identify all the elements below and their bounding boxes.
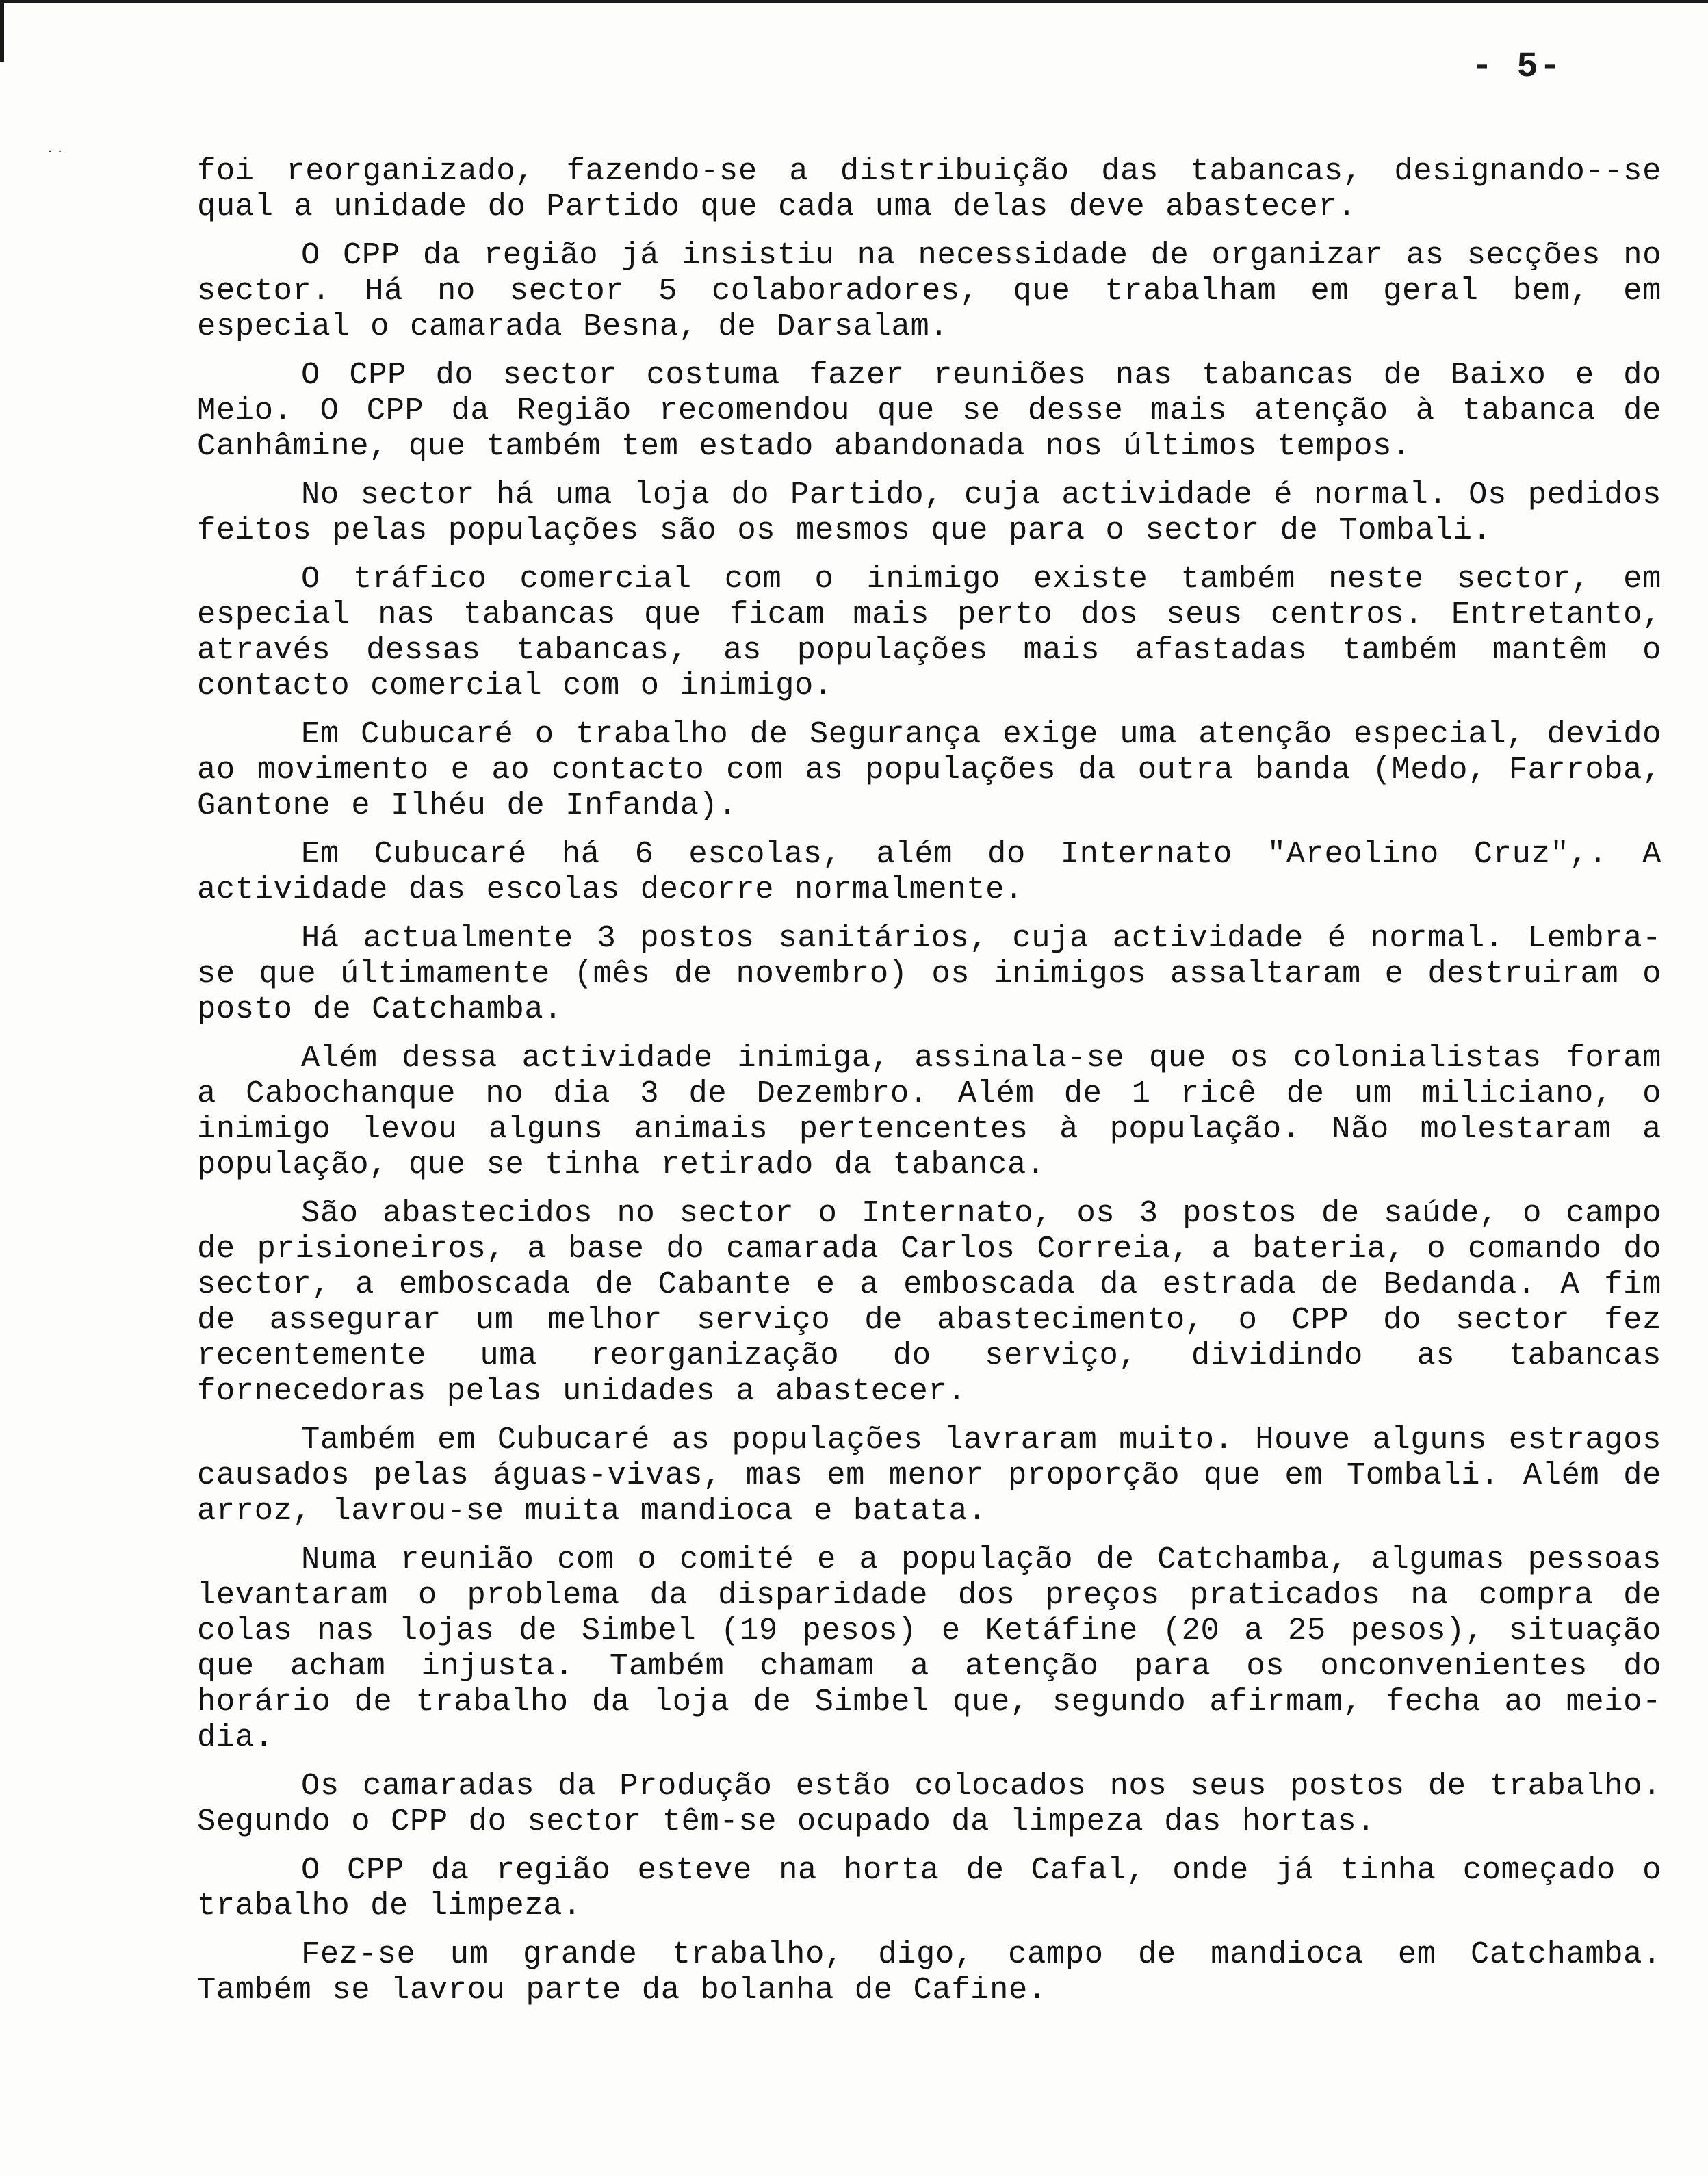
paragraph-lavoura: Também em Cubucaré as populações lavraram muito. Houve alguns estragos causados pelas águas-vivas, mas em menor proporção que em Tombali. Além de arroz, lavrou-se muita mandioca e batata. [197,1422,1661,1529]
paragraph-horta-cafal: O CPP da região esteve na horta de Cafal, onde já tinha começado o trabalho de limpeza. [197,1852,1661,1924]
paragraph-abastecimento: São abastecidos no sector o Internato, os 3 postos de saúde, o campo de prisioneiros, a base do camarada Carlos Correia, a bateria, o comando do sector, a emboscada de Cabante e a emboscada da estrada de Bedanda. A fim de assegurar um melhor serviço de abastecimento, o CPP do sector fez recentemente uma reorganização do serviço, dividindo as tabancas fornecedoras pelas unidades a abastecer. [197,1195,1661,1409]
paragraph-reorganizado: foi reorganizado, fazendo-se a distribuição das tabancas, designando--se qual a unidade do Partido que cada uma delas deve abastecer. [197,153,1661,224]
paragraph-postos-sanitarios: Há actualmente 3 postos sanitários, cuja actividade é normal. Lembra-se que últimamente (mês de novembro) os inimigos assaltaram e destruiram o posto de Catchamba. [197,920,1661,1027]
paragraph-seguranca: Em Cubucaré o trabalho de Segurança exige uma atenção especial, devido ao movimento e ao contacto com as populações da outra banda (Medo, Farroba, Gantone e Ilhéu de Infanda). [197,716,1661,823]
paragraph-reunioes: O CPP do sector costuma fazer reuniões nas tabancas de Baixo e do Meio. O CPP da Região recomendou que se desse mais atenção à tabanca de Canhâmine, que também tem estado abandonada nos últimos tempos. [197,357,1661,464]
paragraph-loja: No sector há uma loja do Partido, cuja actividade é normal. Os pedidos feitos pelas populações são os mesmos que para o sector de Tombali. [197,477,1661,548]
paragraph-reuniao-catchamba: Numa reunião com o comité e a população de Catchamba, algumas pessoas levantaram o problema da disparidade dos preços praticados na compra de colas nas lojas de Simbel (19 pesos) e Ketáfine (20 a 25 pesos), situação que acham injusta. Também chamam a atenção para os onconvenientes do horário de trabalho da loja de Simbel que, segundo afirmam, fecha ao meio-dia. [197,1542,1661,1755]
page-number: - 5- [1471,47,1562,87]
paragraph-producao: Os camaradas da Produção estão colocados nos seus postos de trabalho. Segundo o CPP do sector têm-se ocupado da limpeza das hortas. [197,1768,1661,1839]
scan-speck: ˙˙ [45,149,65,168]
paragraph-mandioca: Fez-se um grande trabalho, digo, campo de mandioca em Catchamba. Também se lavrou parte da bolanha de Cafine. [197,1937,1661,2008]
scan-edge-left [0,0,4,62]
document-body [197,153,1661,2021]
paragraph-actividade-inimiga: Além dessa actividade inimiga, assinala-se que os colonialistas foram a Cabochanque no dia 3 de Dezembro. Além de 1 ricê de um miliciano, o inimigo levou alguns animais pertencentes à população. Não molestaram a população, que se tinha retirado da tabanca. [197,1040,1661,1182]
paragraph-seccoes: O CPP da região já insistiu na necessidade de organizar as secções no sector. Há no sector 5 colaboradores, que trabalham em geral bem, em especial o camarada Besna, de Darsalam. [197,237,1661,344]
scan-edge-top [0,0,1708,3]
paragraph-trafico: O tráfico comercial com o inimigo existe também neste sector, em especial nas tabancas que ficam mais perto dos seus centros. Entretanto, através dessas tabancas, as populações mais afastadas também mantêm o contacto comercial com o inimigo. [197,561,1661,703]
paragraph-escolas: Em Cubucaré há 6 escolas, além do Internato "Areolino Cruz",. A actividade das escolas decorre normalmente. [197,836,1661,907]
